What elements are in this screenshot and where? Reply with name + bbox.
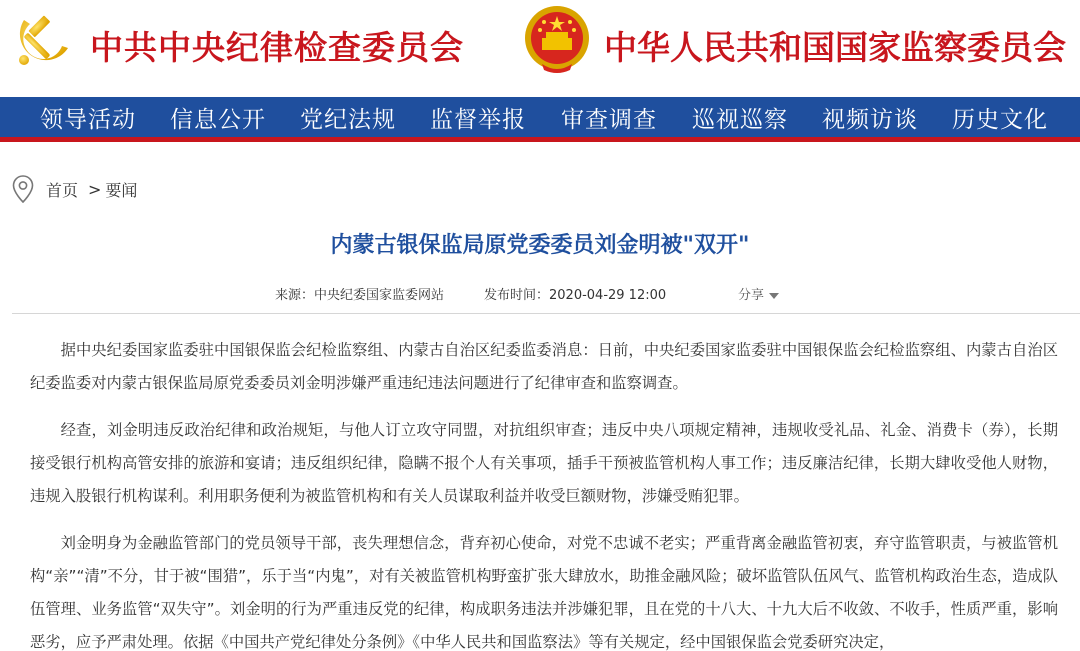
chevron-down-icon [769, 293, 779, 299]
article-paragraph: 据中央纪委国家监委驻中国银保监会纪检监察组、内蒙古自治区纪委监委消息：日前，中央纪委国家监委驻中国银保监会纪检监察组、内蒙古自治区纪委监委对内蒙古银保监局原党委委员刘金明涉嫌严重违纪违法问题进行了纪律审查和监察调查。 [30, 341, 1058, 392]
article-title: 内蒙古银保监局原党委委员刘金明被"双开" [330, 233, 750, 258]
breadcrumb-home-link[interactable]: 首页 [46, 180, 79, 200]
share-button[interactable] [738, 284, 779, 303]
party-emblem-icon[interactable] [10, 8, 76, 70]
nav-item-leadership[interactable]: 领导活动 [40, 107, 136, 133]
article-paragraph: 刘金明身为金融监管部门的党员领导干部，丧失理想信念，背弃初心使命，对党不忠诚不老实；严重背离金融监管初衷，弃守监管职责，与被监管机构“亲”“清”不分，甘于被“围猎”，乐于当“内鬼”，对有关被监管机构野蛮扩张大肆放水，助推金融风险；破坏监管队伍风气、监管机构政治生态，造成队伍管理、业务监管“双失守”。刘金明的行为严重违反党的纪律，构成职务违法并涉嫌犯罪，且在党的十八大、十九大后不收敛、不收手，性质严重，影响恶劣，应予严肃处理。依据《中国共产党纪律处分条例》《中华人民共和国监察法》等有关规定，经中国银保监会党委研究决定， [30, 534, 1058, 651]
nav-item-report[interactable]: 监督举报 [430, 107, 526, 133]
left-site-title[interactable]: 中共中央纪律检查委员会 [90, 28, 464, 67]
main-nav [0, 97, 1080, 142]
meta-divider [12, 313, 1080, 314]
share-label: 分享 [738, 288, 765, 303]
breadcrumb-separator: > [88, 179, 102, 199]
nav-item-history[interactable]: 历史文化 [952, 107, 1048, 133]
article-paragraph: 经查，刘金明违反政治纪律和政治规矩，与他人订立攻守同盟，对抗组织审查；违反中央八项规定精神，违规收受礼品、礼金、消费卡（券），长期接受银行机构高管安排的旅游和宴请；违反组织纪律，隐瞒不报个人有关事项，插手干预被监管机构人事工作；违反廉洁纪律，长期大肆收受他人财物，违规入股银行机构谋利。利用职务便利为被监管机构和有关人员谋取利益并收受巨额财物，涉嫌受贿犯罪。 [30, 421, 1058, 505]
article-publish-time: 发布时间：2020-04-29 12:00 [484, 288, 667, 303]
article-meta [0, 284, 1080, 304]
site-header [0, 0, 1080, 97]
nav-item-investigation[interactable]: 审查调查 [561, 107, 657, 133]
breadcrumb-current-link[interactable]: 要闻 [105, 180, 138, 200]
article-source: 来源：中央纪委国家监委网站 [275, 288, 445, 303]
national-emblem-icon[interactable] [520, 4, 594, 76]
nav-item-inspection[interactable]: 巡视巡察 [692, 107, 788, 133]
nav-item-info-disclosure[interactable]: 信息公开 [170, 107, 266, 133]
nav-item-regulations[interactable]: 党纪法规 [300, 107, 396, 133]
right-site-title[interactable]: 中华人民共和国国家监察委员会 [604, 28, 1066, 67]
breadcrumb [12, 174, 137, 204]
article-body [30, 334, 1058, 651]
nav-item-video[interactable]: 视频访谈 [822, 107, 918, 133]
location-pin-icon [12, 175, 34, 203]
